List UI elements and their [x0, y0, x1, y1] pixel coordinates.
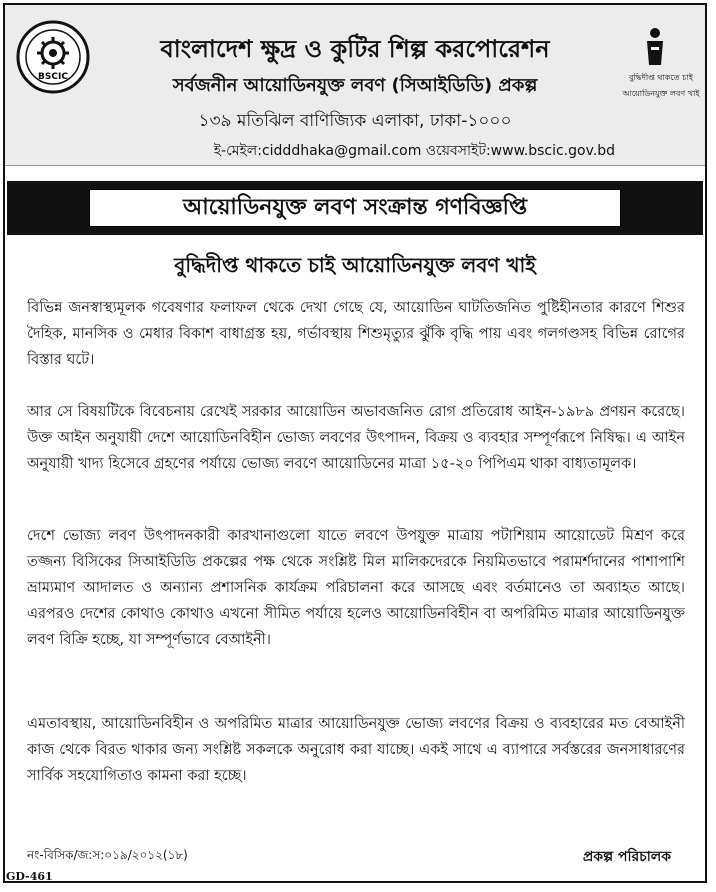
paragraph-1: বিভিন্ন জনস্বাস্থ্যমূলক গবেষণার ফলাফল থেকে দেখা গেছে যে, আয়োডিন ঘাটতিজনিত পুষ্টিহীনতার কারণে শিশুর দৈহিক, মানসিক ও মেধার বিকাশ বাধাগ্রস্ত হয়, গর্ভাবস্থায় শিশুমৃত্যুর ঝুঁকি বৃদ্ধি পায় এবং গলগণ্ডসহ বিভিন্ন রোগের বিস্তার ঘটে।	[27, 300, 685, 368]
paragraph-2: আর সে বিষয়টিকে বিবেচনায় রেখেই সরকার আয়োডিন অভাবজনিত রোগ প্রতিরোধ আইন-১৯৮৯ প্রণয়ন করেছে। উক্ত আইন অনুযায়ী দেশে আয়োডিনবিহীন ভোজ্য লবণের উৎপাদন, বিক্রয় ও ব্যবহার সম্পূর্ণরূপে নিষিদ্ধ। এ আইন অনুযায়ী খাদ্য হিসেবে গ্রহণের পর্যায়ে ভোজ্য লবণে আয়োডিনের মাত্রা ১৫-২০ পিপিএম থাকা বাধ্যতামূলক।	[27, 404, 685, 472]
paragraph-4: এমতাবস্থায়, আয়োডিনবিহীন ও অপরিমিত মাত্রার আয়োডিনযুক্ত ভোজ্য লবণের বিক্রয় ও ব্যবহারের মত বেআইনী কাজ থেকে বিরত থাকার জন্য সংশ্লিষ্ট সকলকে অনুরোধ করা যাচ্ছে। একই সাথে এ ব্যাপারে সর্বস্তরের জনসাধারণের সার্বিক সহযোগিতাও কামনা করা হচ্ছে।	[27, 716, 685, 784]
signatory: প্রকল্প পরিচালক	[582, 849, 671, 865]
reference-number: নং-বিসিক/জ:স:০১৯/২০১২(১৮)	[27, 848, 188, 862]
project-name: সর্বজনীন আয়োডিনযুক্ত লবণ (সিআইডিডি) প্রকল্প	[172, 75, 538, 96]
org-name: বাংলাদেশ ক্ষুদ্র ও কুটির শিল্প করপোরেশন	[160, 35, 550, 63]
address: ১৩৯ মতিঝিল বাণিজ্যিক এলাকা, ঢাকা-১০০০	[198, 111, 512, 131]
notice-frame	[3, 3, 707, 883]
contact-line: ই-মেইল:cidddhaka@gmail.com ওয়েবসাইট:www.bscic.gov.bd	[213, 143, 615, 159]
notice-title: আয়োডিনযুক্ত লবণ সংক্রান্ত গণবিজ্ঞপ্তি	[89, 189, 621, 227]
cidd-caption-1: বুদ্ধিদীপ্ত থাকতে চাই	[629, 73, 693, 82]
paragraph-3: দেশে ভোজ্য লবণ উৎপাদনকারী কারখানাগুলো যাতে লবণে উপযুক্ত মাত্রায় পটাশিয়াম আয়োডেট মিশ্রণ করে তজ্জন্য বিসিকের সিআইডিডি প্রকল্পের পক্ষ থেকে সংশ্লিষ্ট মিল মালিকদেরকে নিয়মিতভাবে পরামর্শদানের পাশাপাশি ভ্রাম্যমাণ আদালত ও অন্যান্য প্রশাসনিক কার্যক্রম পরিচালনা করে আসছে এবং বর্তমানেও তা অব্যাহত আছে। এরপরও দেশের কোথাও কোথাও এখনো সীমিত পর্যায়ে হলেও আয়োডিনবিহীন বা অপরিমিত মাত্রার আয়োডিনযুক্ত লবণ বিক্রি হচ্ছে, যা সম্পূর্ণভাবে বেআইনী।	[27, 528, 685, 648]
cidd-caption-2: আয়োডিনযুক্ত লবণ খাই	[622, 89, 700, 98]
cidd-logo	[621, 27, 701, 101]
bscic-logo	[15, 19, 91, 95]
logo-text: BSCIC	[38, 72, 68, 82]
salt-figure-icon	[641, 27, 669, 67]
title-banner	[7, 181, 703, 235]
header	[5, 5, 705, 166]
slogan: বুদ্ধিদীপ্ত থাকতে চাই আয়োডিনযুক্ত লবণ খাই	[174, 253, 536, 277]
ad-code: GD-461	[6, 870, 53, 883]
bscic-seal-icon	[15, 19, 91, 95]
